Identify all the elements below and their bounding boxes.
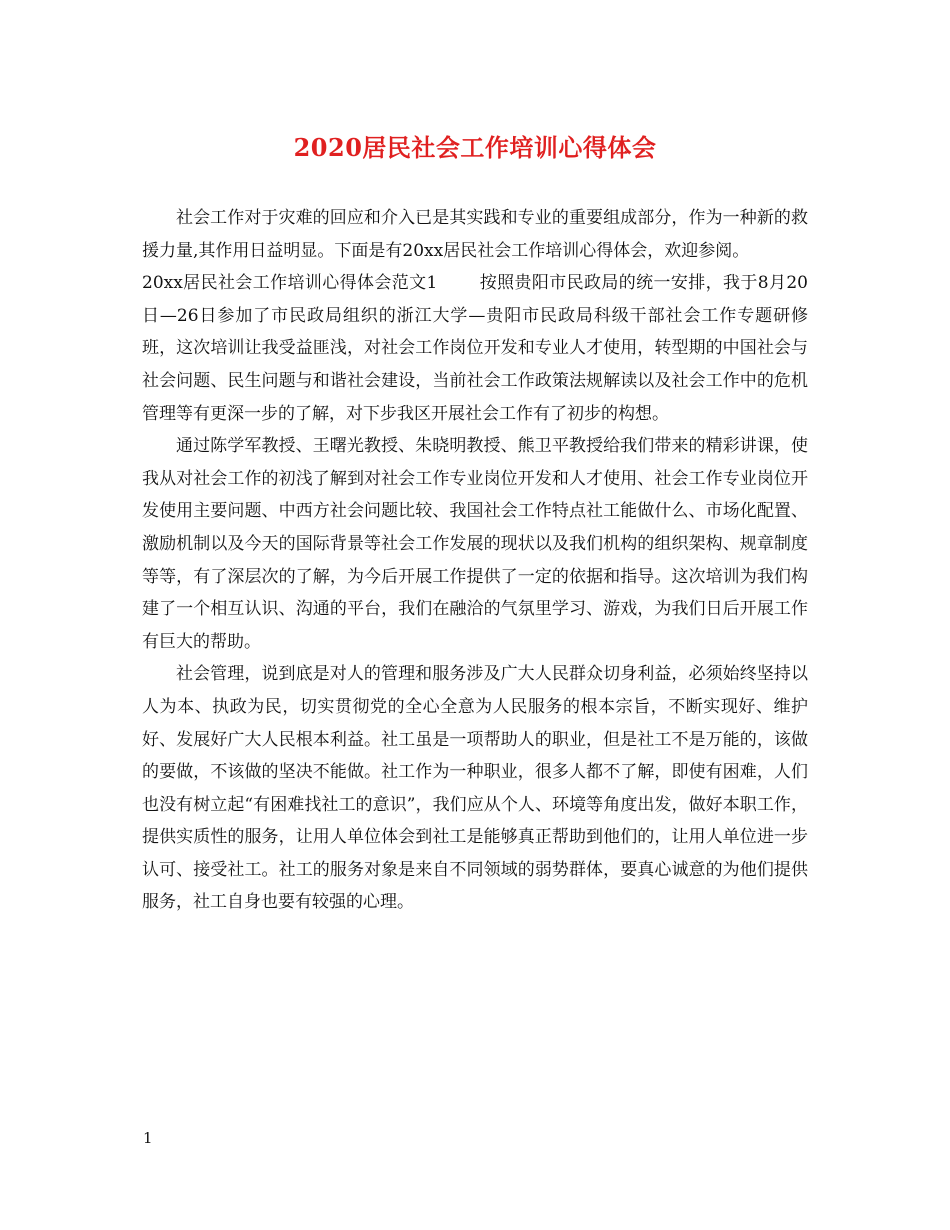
page-number: 1 xyxy=(143,1129,153,1147)
body-paragraph: 按照贵阳市民政局的统一安排，我于8月20日—26日参加了市民政局组织的浙江大学—贵阳市民政局科级干部社会工作专题研修班，这次培训让我受益匪浅，对社会工作岗位开发和专业人才使用，转型期的中国社会与社会问题、民生问题与和谐社会建设，当前社会工作政策法规解读以及社会工作中的危机管理等有更深一步的了解，对下步我区开展社会工作有了初步的构想。 xyxy=(142,273,808,424)
body-paragraph: 社会管理，说到底是对人的管理和服务涉及广大人民群众切身利益，必须始终坚持以人为本、执政为民，切实贯彻党的全心全意为人民服务的根本宗旨，不断实现好、维护好、发展好广大人民根本利益。社工虽是一项帮助人的职业，但是社工不是万能的，该做的要做，不该做的坚决不能做。社工作为一种职业，很多人都不了解，即使有困难，人们也没有树立起“有困难找社工的意识”，我们应从个人、环境等角度出发，做好本职工作，提供实质性的服务，让用人单位体会到社工是能够真正帮助到他们的，让用人单位进一步认可、接受社工。社工的服务对象是来自不同领域的弱势群体，要真心诚意的为他们提供服务，社工自身也要有较强的心理。 xyxy=(142,664,808,913)
sample-heading: 20xx居民社会工作培训心得体会范文1 xyxy=(142,273,438,294)
document-title: 2020居民社会工作培训心得体会 xyxy=(293,133,657,162)
document-body xyxy=(142,202,808,919)
intro-paragraph: 社会工作对于灾难的回应和介入已是其实践和专业的重要组成部分，作为一种新的救援力量,其作用日益明显。下面是有20xx居民社会工作培训心得体会，欢迎参阅。 xyxy=(142,208,808,261)
sample-section xyxy=(142,267,808,430)
body-paragraph: 通过陈学军教授、王曙光教授、朱晓明教授、熊卫平教授给我们带来的精彩讲课，使我从对社会工作的初浅了解到对社会工作专业岗位开发和人才使用、社会工作专业岗位开发使用主要问题、中西方社会问题比较、我国社会工作特点社工能做什么、市场化配置、激励机制以及今天的国际背景等社会工作发展的现状以及我们机构的组织架构、规章制度等等，有了深层次的了解，为今后开展工作提供了一定的依据和指导。这次培训为我们构建了一个相互认识、沟通的平台，我们在融洽的气氛里学习、游戏，为我们日后开展工作有巨大的帮助。 xyxy=(142,436,808,652)
